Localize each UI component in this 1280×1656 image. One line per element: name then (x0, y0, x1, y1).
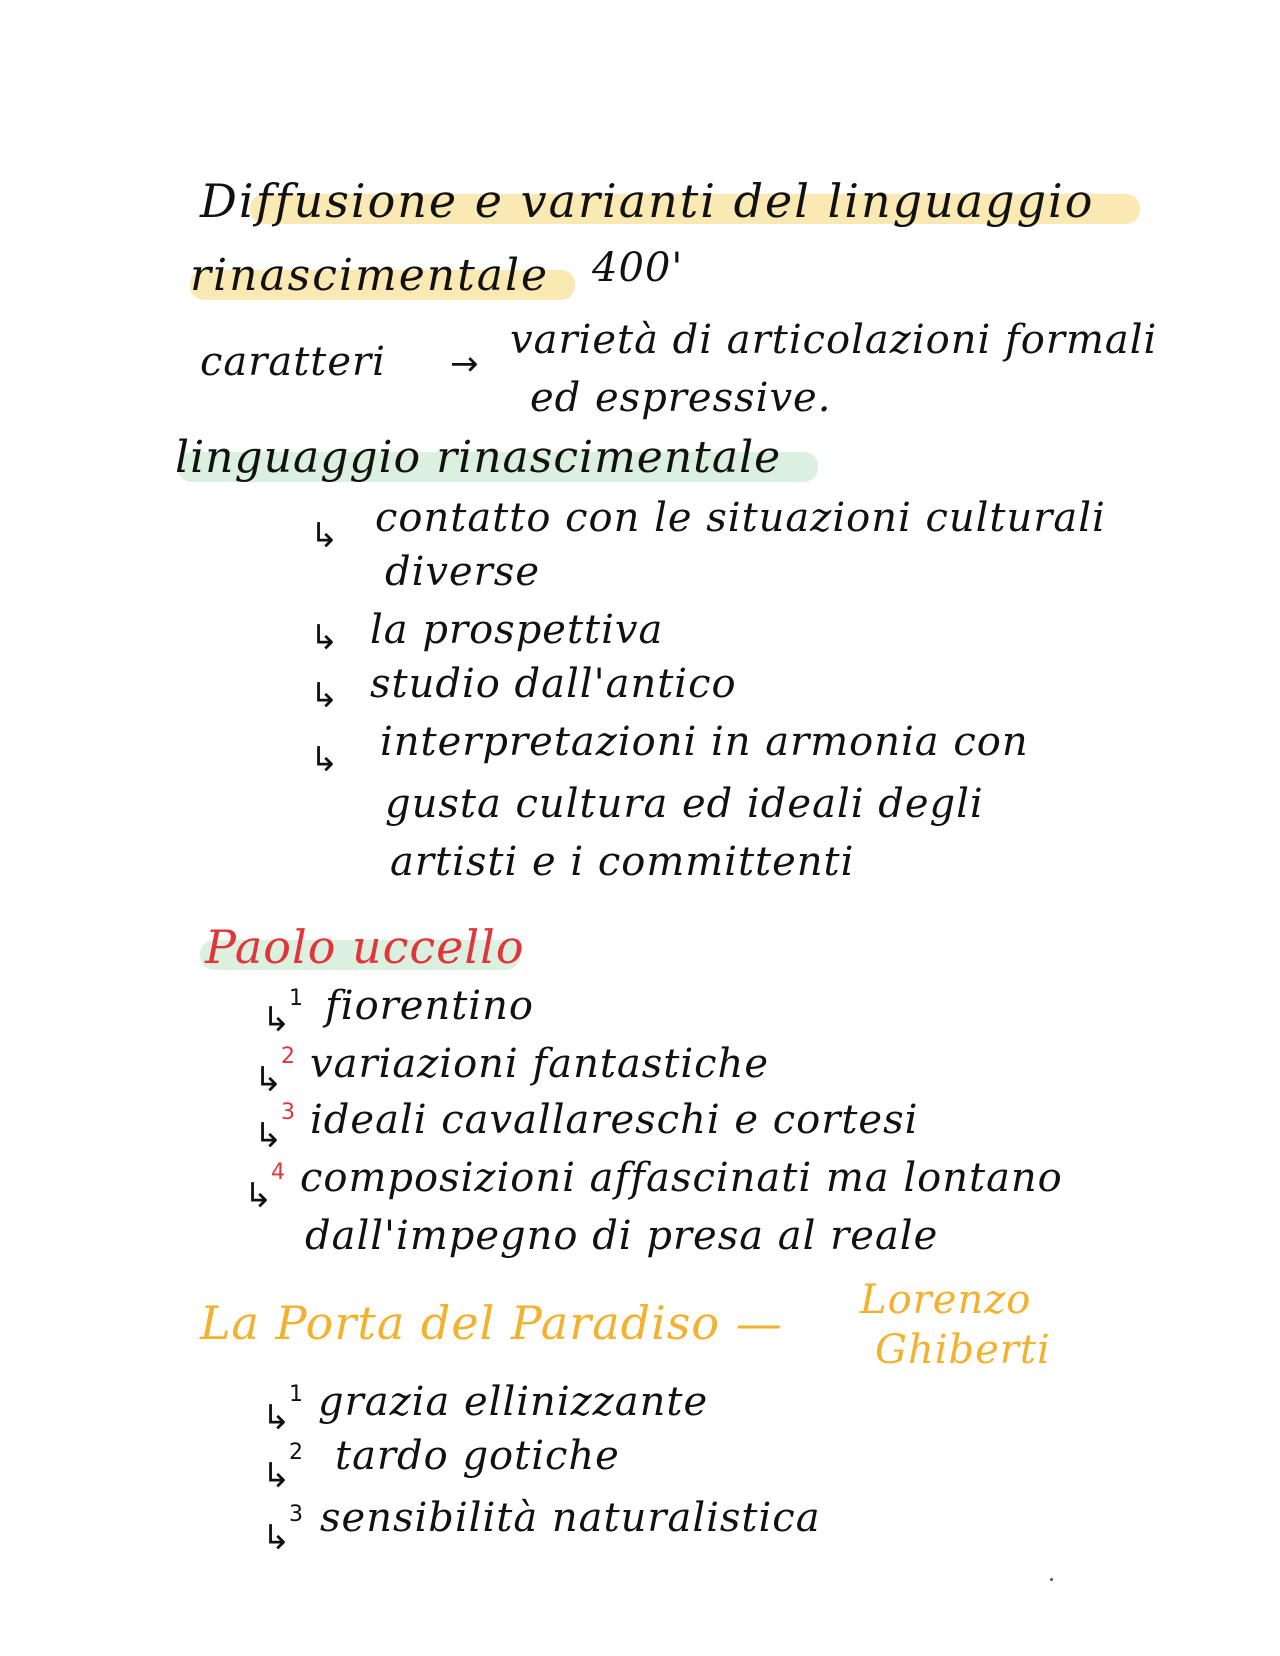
item-number: 3 (289, 1502, 303, 1527)
sub-arrow-icon: ↳ (262, 1518, 291, 1558)
linguaggio-item-1-cont: diverse (385, 549, 540, 595)
item-number: 1 (289, 986, 303, 1011)
linguaggio-item-2: la prospettiva (370, 607, 664, 653)
sub-arrow-icon: ↳ (254, 1116, 283, 1156)
page-title-line-2: rinascimentale (190, 250, 550, 301)
porta-item-2: tardo gotiche (335, 1433, 620, 1479)
paolo-item-3: ideali cavallareschi e cortesi (310, 1097, 919, 1143)
porta-author-line-1: Lorenzo (860, 1277, 1032, 1323)
item-number: 2 (289, 1440, 303, 1465)
sub-arrow-icon: ↳ (262, 1000, 291, 1040)
sub-arrow-icon: ↳ (254, 1060, 283, 1100)
porta-heading: La Porta del Paradiso — (200, 1296, 783, 1350)
item-number: 2 (281, 1044, 295, 1069)
item-number: 4 (271, 1160, 285, 1185)
item-number: 3 (281, 1100, 295, 1125)
linguaggio-item-3: studio dall'antico (370, 661, 737, 707)
item-number: 1 (289, 1382, 303, 1407)
sub-arrow-icon: ↳ (310, 676, 339, 716)
paolo-heading: Paolo uccello (205, 920, 525, 974)
linguaggio-item-4-cont-2: artisti e i committenti (390, 839, 855, 885)
stray-dot (1050, 1578, 1053, 1581)
sub-arrow-icon: ↳ (262, 1398, 291, 1438)
caratteri-text-1: varietà di articolazioni formali (510, 317, 1158, 363)
porta-item-1: grazia ellinizzante (318, 1379, 709, 1425)
paolo-item-1: fiorentino (325, 983, 534, 1029)
paolo-item-4-cont: dall'impegno di presa al reale (305, 1213, 939, 1259)
sub-arrow-icon: ↳ (310, 740, 339, 780)
linguaggio-heading: linguaggio rinascimentale (175, 432, 782, 483)
paolo-item-2: variazioni fantastiche (310, 1041, 769, 1087)
century-label: 400' (592, 245, 684, 291)
linguaggio-item-1: contatto con le situazioni culturali (375, 495, 1106, 541)
caratteri-label: caratteri (200, 339, 386, 385)
page-title-line-1: Diffusione e varianti del linguaggio (200, 174, 1095, 228)
sub-arrow-icon: ↳ (310, 516, 339, 556)
sub-arrow-icon: ↳ (244, 1176, 273, 1216)
sub-arrow-icon: ↳ (310, 618, 339, 658)
sub-arrow-icon: ↳ (262, 1456, 291, 1496)
right-arrow-icon: → (450, 344, 479, 384)
caratteri-text-2: ed espressive. (530, 375, 832, 421)
porta-author-line-2: Ghiberti (875, 1327, 1051, 1373)
paolo-item-4: composizioni affascinati ma lontano (300, 1155, 1063, 1201)
linguaggio-item-4: interpretazioni in armonia con (380, 719, 1029, 765)
linguaggio-item-4-cont-1: gusta cultura ed ideali degli (385, 781, 984, 827)
porta-item-3: sensibilità naturalistica (320, 1495, 821, 1541)
